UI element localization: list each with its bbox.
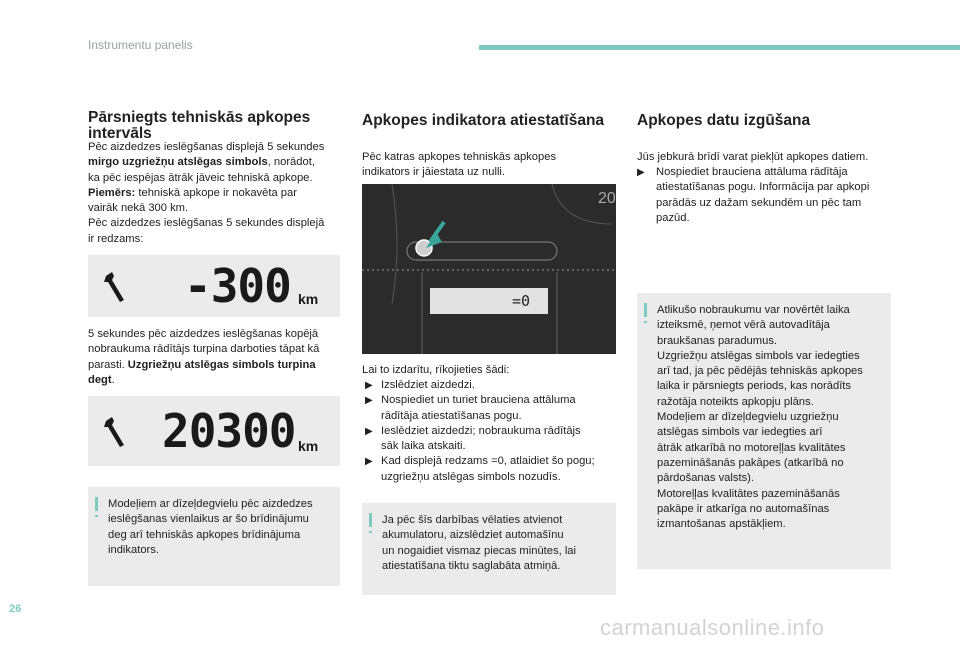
note-line: Ja pēc šīs darbības vēlaties atvienot (382, 514, 563, 526)
display2-value: 20300 (162, 404, 296, 458)
note-line: ražotāja noteikts apkopju plāns. (657, 395, 814, 408)
odometer-display-total (88, 396, 340, 466)
page-number: 26 (9, 603, 22, 615)
col1-para1-line: Piemērs: tehniskā apkope ir nokavēta par (88, 186, 297, 199)
bullet-marker-icon: ▶ (637, 167, 645, 178)
col1-title-line1: Pārsniegts tehniskās apkopes (88, 109, 311, 126)
col2-note (362, 503, 616, 595)
col2-intro-line: indikators ir jāiestata uz nulli. (362, 166, 506, 179)
note-line: Motoreļļas kvalitātes pazemināšanās (657, 487, 840, 500)
step-line: Kad displejā redzams =0, atlaidiet šo pogu; (381, 455, 595, 468)
note-line: pazemināšanās pakāpes (atkarībā no (657, 456, 844, 469)
step-item (362, 378, 618, 393)
bullet-line: pazūd. (656, 211, 690, 224)
col1-para1 (88, 140, 348, 247)
note-marker-icon (95, 497, 98, 511)
col1-para1-line: vairāk nekā 300 km. (88, 202, 189, 215)
bullet-line: parādās uz dažam sekundēm un pēc tam (656, 196, 862, 209)
bullet-marker-icon: ▶ (365, 380, 373, 391)
note-line: Modeļiem ar dīzeļdegvielu pēc aizdedzes (108, 498, 313, 510)
note-line: Atlikušo nobraukumu var novērtēt laika (657, 304, 850, 316)
wrench-icon (102, 415, 128, 449)
col1-title (88, 110, 310, 142)
note-line: atiestatīšana tiktu saglabāta atmiņā. (382, 559, 561, 572)
note-line: Uzgriežņu atslēgas simbols var iedegties (657, 349, 860, 362)
col2-steps-intro: Lai to izdarītu, rīkojieties šādi: (362, 364, 510, 376)
note-line: pārdošanas valsts). (657, 472, 755, 485)
col1-para1-line: ir redzams: (88, 232, 144, 245)
bullet-line: atiestatīšanas pogu. Informācija par apkopi (656, 181, 870, 194)
display1-unit: km (298, 291, 319, 307)
col2-intro-line: Pēc katras apkopes tehniskās apkopes (362, 151, 557, 163)
note-line: arī tad, ja pēc pēdējās tehniskās apkopes (657, 365, 863, 378)
display2-unit: km (298, 438, 319, 454)
bullet-line: Nospiediet brauciena attāluma rādītāja (656, 166, 848, 178)
watermark: carmanualsonline.info (600, 615, 825, 640)
step-line: sāk laika atskaiti. (381, 440, 466, 453)
step-item (362, 424, 618, 455)
note-marker-icon (644, 303, 647, 317)
odometer-display-overdue (88, 255, 340, 317)
col1-para2-line: nobraukuma rādītājs turpina darboties tāpat kā (88, 343, 320, 356)
header-title: Instrumentu panelis (88, 38, 193, 52)
step-line: Nospiediet un turiet brauciena attāluma (381, 394, 576, 407)
step-line: Ieslēdziet aizdedzi; nobraukuma rādītājs (381, 424, 581, 437)
instrument-cluster-drawing (362, 184, 616, 354)
col1-para1-line: ka pēc iespējas ātrāk jāveic tehniskā apkope. (88, 171, 313, 184)
col1-para2 (88, 327, 348, 388)
dash-display-digits: =0 (512, 292, 531, 310)
note-line: ātrāk atkarībā no motoreļļas kvalitātes (657, 441, 846, 454)
bullet-marker-icon: ▶ (365, 425, 373, 437)
steps-list (362, 378, 618, 485)
bullet-marker-icon: ▶ (365, 395, 373, 407)
step-item (362, 393, 618, 424)
col1-para2-line: parasti. Uzgriežņu atslēgas simbols turpina (88, 358, 316, 371)
note-line: pakāpe ir atkarīga no automašīnas (657, 502, 830, 515)
display1-value: -300 (184, 259, 291, 313)
col1-para1-line: Pēc aizdedzes ieslēgšanas displejā 5 sekundes (88, 141, 325, 153)
note-line: atslēgas simbols var iedegties arī (657, 426, 823, 439)
note-line: ieslēgšanas vienlaikus ar šo brīdinājumu (108, 513, 309, 526)
col1-title-line2: intervāls (88, 125, 152, 142)
note-line: indikators. (108, 543, 159, 556)
col2-steps (362, 378, 618, 485)
dash-speed-label: 20 (598, 190, 616, 207)
col1-note (88, 487, 340, 586)
step-line: uzgriežņu atslēgas simbols nozudīs. (381, 470, 561, 483)
col1-para1-line: Pēc aizdedzes ieslēgšanas 5 sekundes displejā (88, 217, 325, 230)
col1-para1-line: mirgo uzgriežņu atslēgas simbols, norādot, (88, 156, 315, 169)
col2-intro (362, 150, 612, 181)
note-marker-icon (369, 513, 372, 527)
step-line: Izslēdziet aizdedzi. (381, 379, 475, 391)
col1-para2-line: degt. (88, 373, 115, 386)
note-line: akumulatoru, aizslēdziet automašīnu (382, 529, 564, 542)
col3-title: Apkopes datu izgūšana (637, 112, 811, 129)
col3-note (637, 293, 891, 569)
col3-intro: Jūs jebkurā brīdī varat piekļūt apkopes datiem. (637, 151, 869, 163)
col2-title: Apkopes indikatora atiestatīšana (362, 112, 605, 129)
note-line: Modeļiem ar dīzeļdegvielu uzgriežņu (657, 411, 839, 424)
header-accent-bar (479, 45, 960, 50)
step-line: rādītāja atiestatīšanas pogu. (381, 409, 522, 422)
note-line: izteiksmē, ņemot vērā autovadītāja (657, 319, 830, 332)
step-item (362, 454, 618, 485)
col3-bullet (637, 165, 897, 226)
col1-para2-line: 5 sekundes pēc aizdedzes ieslēgšanas kopējā (88, 328, 319, 340)
note-line: deg arī tehniskās apkopes brīdinājuma (108, 528, 301, 541)
note-line: laika ir pārsniegts periods, kas norādīts (657, 380, 852, 393)
wrench-icon (102, 270, 128, 304)
dashboard-illustration (362, 184, 616, 354)
note-line: izmantošanas apstākļiem. (657, 518, 786, 531)
bullet-marker-icon: ▶ (365, 456, 373, 468)
note-line: braukšanas paradumus. (657, 334, 778, 347)
note-line: un nogaidiet vismaz piecas minūtes, lai (382, 544, 577, 557)
